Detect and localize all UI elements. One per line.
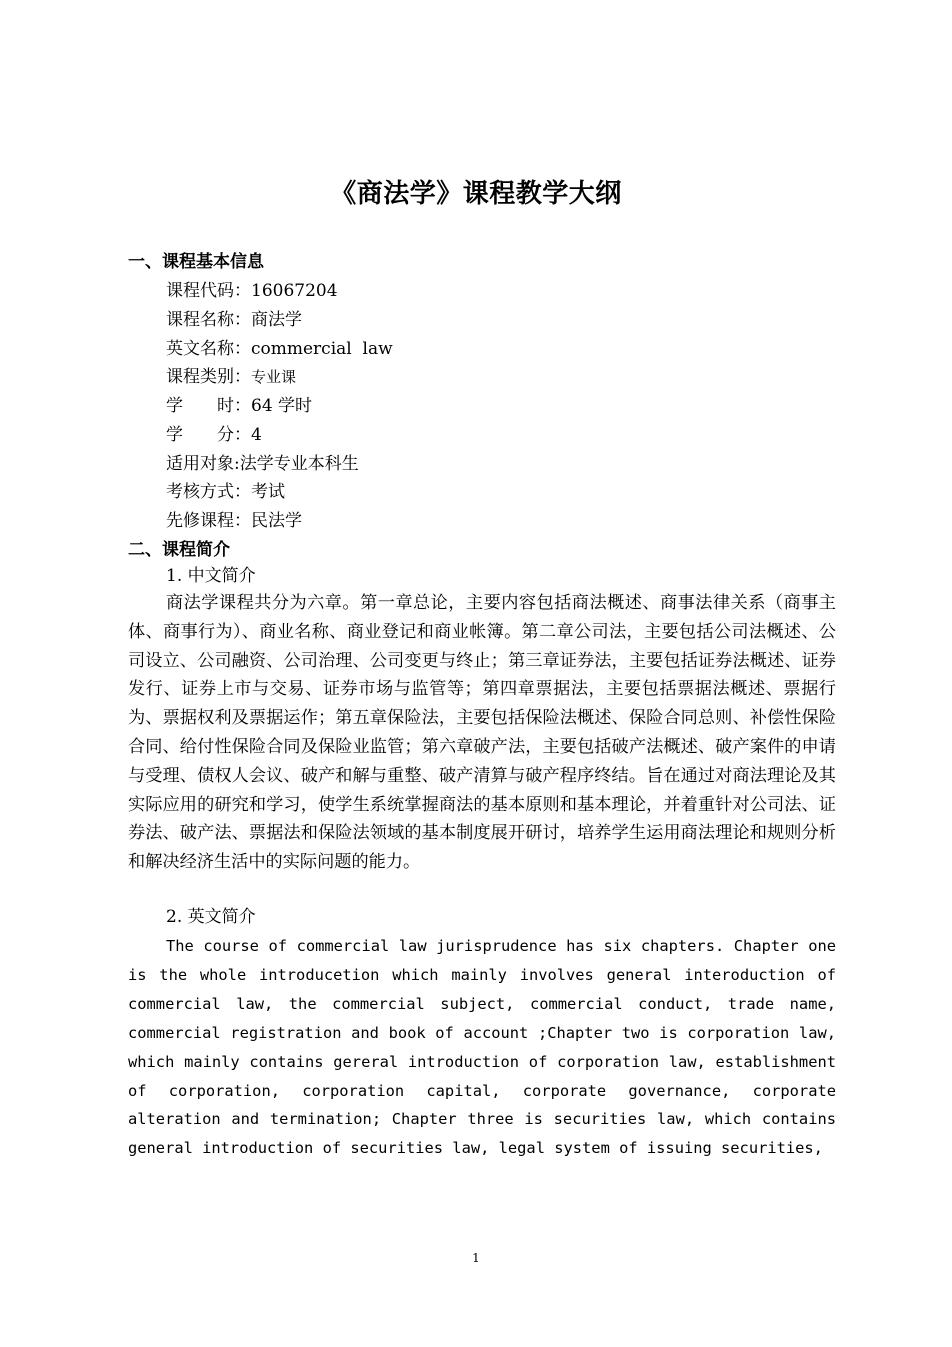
info-label: 先修课程： (166, 511, 251, 531)
info-audience (166, 451, 359, 477)
document-title: 《商法学》课程教学大纲 (330, 179, 622, 209)
info-english-name (166, 336, 393, 362)
info-value: 16067204 (251, 281, 338, 301)
info-label: 英文名称： (166, 339, 251, 359)
info-label: 课程代码： (166, 281, 251, 301)
info-value: commercial law (251, 339, 393, 359)
section-heading-course-intro: 二、课程简介 (128, 540, 230, 560)
info-value: 民法学 (251, 511, 302, 531)
info-label: 课程类别： (166, 367, 251, 387)
section-heading-basic-info: 一、课程基本信息 (128, 252, 264, 272)
info-prerequisite (166, 508, 302, 534)
page-number: 1 (472, 1251, 480, 1265)
subheading-chinese-intro: 1. 中文简介 (166, 566, 256, 586)
info-value: 4 (251, 425, 262, 445)
info-value: 法学专业本科生 (239, 454, 359, 474)
info-label: 学 时： (166, 396, 251, 416)
chinese-intro-paragraph: 商法学课程共分为六章。第一章总论，主要内容包括商法概述、商事法律关系（商事主体、商事行为）、商业名称、商业登记和商业帐簿。第二章公司法，主要包括公司法概述、公司设立、公司融资、公司治理、公司变更与终止；第三章证券法，主要包括证券法概述、证券发行、证券上市与交易、证券市场与监管等；第四章票据法，主要包括票据法概述、票据行为、票据权利及票据运作；第五章保险法，主要包括保险法概述、保险合同总则、补偿性保险合同、给付性保险合同及保险业监管；第六章破产法，主要包括破产法概述、破产案件的申请与受理、债权人会议、破产和解与重整、破产清算与破产程序终结。旨在通过对商法理论及其实际应用的研究和学习，使学生系统掌握商法的基本原则和基本理论，并着重针对公司法、证券法、破产法、票据法和保险法领域的基本制度展开研讨，培养学生运用商法理论和规则分析和解决经济生活中的实际问题的能力。 (128, 593, 836, 873)
info-value: 64 学时 (251, 396, 313, 416)
info-assessment (166, 479, 285, 505)
info-label: 学 分： (166, 425, 251, 445)
subheading-english-intro: 2. 英文简介 (166, 907, 256, 927)
info-course-name (166, 307, 302, 333)
english-intro-paragraph: The course of commercial law jurisprudence has six chapters. Chapter one is the whole introducetion which mainly involves general interoduction of commercial law, the commercial subject, commercial conduct, trade name, commercial registration and book of account ;Chapter two is corporation law, which mainly contains gereral introduction of corporation law, establishment of corporation, corporation capital, corporate governance, corporate alteration and termination; Chapter three is securities law, which contains general introduction of securities law, legal system of issuing securities, (128, 937, 836, 1158)
info-credits (166, 422, 262, 448)
info-value: 考试 (251, 482, 285, 502)
info-hours (166, 393, 312, 419)
info-label: 课程名称： (166, 310, 251, 330)
info-label: 考核方式： (166, 482, 251, 502)
info-course-category (166, 364, 296, 390)
info-course-code (166, 278, 338, 304)
info-value: 专业课 (251, 368, 297, 386)
info-value: 商法学 (251, 310, 302, 330)
info-label: 适用对象: (166, 454, 240, 474)
